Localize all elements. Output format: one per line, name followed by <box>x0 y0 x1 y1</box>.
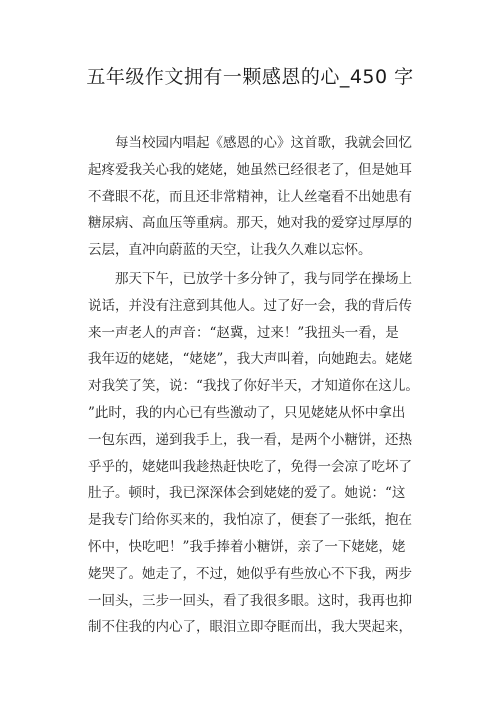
text-line: 不聋眼不花，而且还非常精神，让人丝毫看不出她患有 <box>88 188 412 205</box>
text-line: 糖尿病、高血压等重病。那天，她对我的爱穿过厚厚的 <box>88 215 412 232</box>
text-line: 每当校园内唱起《感恩的心》这首歌，我就会回忆 <box>115 135 412 151</box>
text-line: 是我专门给你买来的，我怕凉了，便套了一张纸，抱在 <box>88 512 412 529</box>
text-line: 云层，直冲向蔚蓝的天空，让我久久难以忘怀。 <box>88 242 372 259</box>
text-line: 对我笑了笑，说：“我找了你好半天，才知道你在这儿。 <box>88 378 419 395</box>
text-line: 那天下午，已放学十多分钟了，我与同学在操场上 <box>115 270 412 287</box>
text-line: 肚子。顿时，我已深深体会到姥姥的爱了。她说：“这 <box>88 485 406 502</box>
text-line: 一回头，三步一回头，看了我很多眼。这时，我再也抑 <box>88 592 412 609</box>
text-line: 我年迈的姥姥，“姥姥”，我大声叫着，向她跑去。姥姥 <box>88 351 413 368</box>
document-title: 五年级作文拥有一颗感恩的心_450 字 <box>86 66 414 88</box>
text-line: 乎乎的，姥姥叫我趁热赶快吃了，免得一会凉了吃坏了 <box>88 458 412 475</box>
text-line: 制不住我的内心了，眼泪立即夺眶而出，我大哭起来， <box>88 619 412 636</box>
text-line: ”此时，我的内心已有些激动了，只见姥姥从怀中拿出 <box>88 404 406 421</box>
document-body <box>88 130 419 641</box>
paragraph-1 <box>88 130 416 264</box>
text-line: 怀中，快吃吧！”我手捧着小糖饼，亲了一下姥姥，姥 <box>88 538 406 555</box>
text-line: 起疼爱我关心我的姥姥，她虽然已经很老了，但是她耳 <box>88 161 412 178</box>
paragraph-2 <box>88 266 419 641</box>
text-line: 一包东西，递到我手上，我一看，是两个小糖饼，还热 <box>88 431 412 448</box>
text-line: 来一声老人的声音：“赵冀，过来！”我扭头一看，是 <box>88 324 399 341</box>
text-line: 姥哭了。她走了，不过，她似乎有些放心不下我，两步 <box>88 565 412 582</box>
text-line: 说话，并没有注意到其他人。过了好一会，我的背后传 <box>88 297 412 314</box>
